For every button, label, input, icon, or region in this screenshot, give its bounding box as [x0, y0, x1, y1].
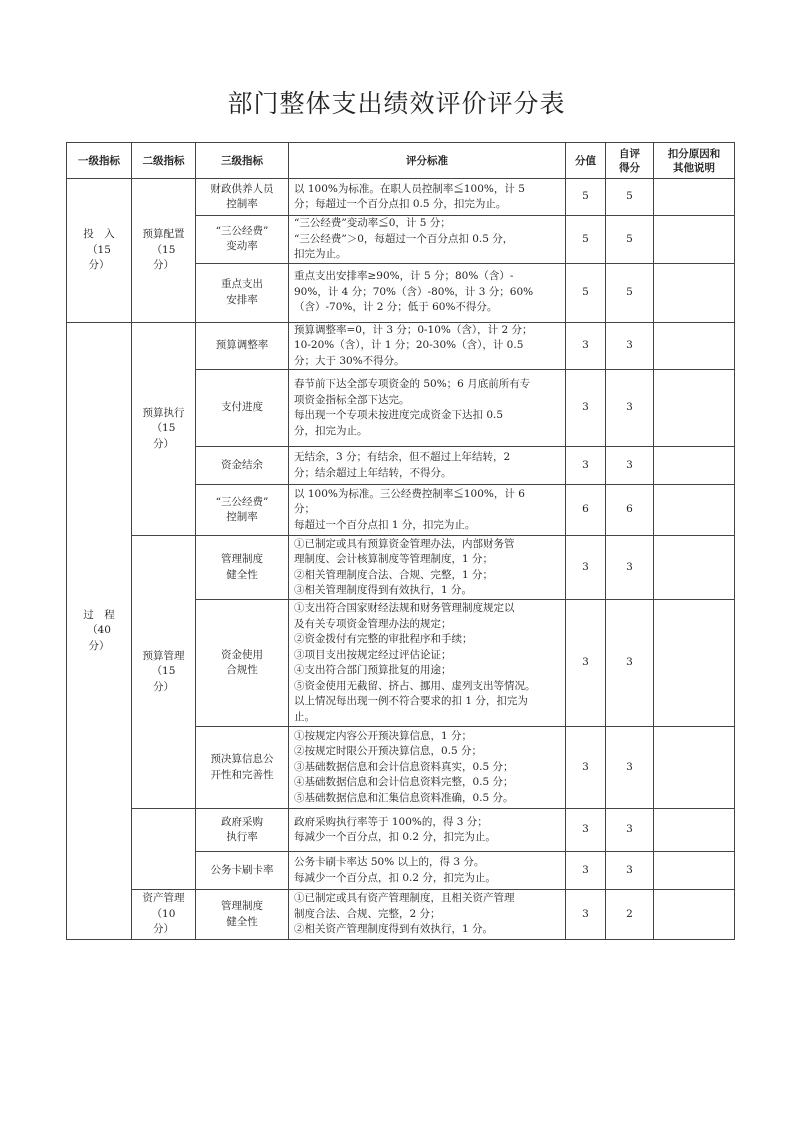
score-cell: 3	[566, 322, 606, 370]
self-score-cell: 5	[606, 216, 654, 264]
note-cell	[654, 216, 735, 264]
standard-cell: 政府采购执行率等于 100%的，得 3 分； 每减少一个百分点，扣 0.2 分，扣完为止。	[289, 809, 566, 852]
table-row	[67, 179, 735, 216]
score-cell: 3	[566, 536, 606, 600]
level2-cell: 资产管理 （10 分）	[132, 890, 196, 940]
self-score-cell: 3	[606, 370, 654, 447]
self-score-cell: 3	[606, 852, 654, 890]
level3-cell: 资金使用 合规性	[196, 600, 289, 727]
note-cell	[654, 485, 735, 536]
standard-cell: 以 100%为标准。三公经费控制率≦100%，计 6 分； 每超过一个百分点扣 1 分，扣完为止。	[289, 485, 566, 536]
self-score-cell: 3	[606, 727, 654, 809]
score-cell: 3	[566, 447, 606, 485]
standard-cell: 无结余，3 分；有结余，但不超过上年结转，2 分；结余超过上年结转，不得分。	[289, 447, 566, 485]
score-cell: 3	[566, 600, 606, 727]
level3-cell: 管理制度 健全性	[196, 890, 289, 940]
level3-cell: “三公经费” 变动率	[196, 216, 289, 264]
self-score-cell: 3	[606, 600, 654, 727]
level3-cell: 财政供养人员 控制率	[196, 179, 289, 216]
level3-cell: 支付进度	[196, 370, 289, 447]
standard-cell: “三公经费”变动率≦0，计 5 分； “三公经费”＞0，每超过一个百分点扣 0.5 分， 扣完为止。	[289, 216, 566, 264]
self-score-cell: 6	[606, 485, 654, 536]
header-level2: 二级指标	[132, 143, 196, 179]
header-level1: 一级指标	[67, 143, 132, 179]
header-level3: 三级指标	[196, 143, 289, 179]
score-cell: 3	[566, 727, 606, 809]
level1-cell: 过 程 （40 分）	[67, 322, 132, 940]
score-cell: 3	[566, 809, 606, 852]
self-score-cell: 3	[606, 536, 654, 600]
header-self-score: 自评 得分	[606, 143, 654, 179]
header-standard: 评分标准	[289, 143, 566, 179]
level3-cell: 重点支出 安排率	[196, 263, 289, 322]
page-title: 部门整体支出绩效评价评分表	[227, 89, 566, 118]
header-score: 分值	[566, 143, 606, 179]
level3-cell: 预算调整率	[196, 322, 289, 370]
note-cell	[654, 600, 735, 727]
score-cell: 5	[566, 263, 606, 322]
header-row	[67, 143, 735, 179]
level3-cell: 政府采购 执行率	[196, 809, 289, 852]
score-cell: 3	[566, 370, 606, 447]
standard-cell: 以 100%为标准。在职人员控制率≦100%，计 5 分；每超过一个百分点扣 0.5 分，扣完为止。	[289, 179, 566, 216]
standard-cell: 预算调整率=0，计 3 分；0-10%（含），计 2 分； 10-20%（含），计 1 分；20-30%（含），计 0.5 分；大于 30%不得分。	[289, 322, 566, 370]
score-cell: 3	[566, 852, 606, 890]
level2-cell: 预算管理 （15 分）	[132, 536, 196, 809]
score-cell: 5	[566, 216, 606, 264]
level3-cell: 管理制度 健全性	[196, 536, 289, 600]
note-cell	[654, 852, 735, 890]
note-cell	[654, 370, 735, 447]
evaluation-table	[66, 142, 735, 940]
self-score-cell: 3	[606, 447, 654, 485]
self-score-cell: 5	[606, 179, 654, 216]
level1-cell: 投 入 （15 分）	[67, 179, 132, 323]
note-cell	[654, 322, 735, 370]
level2-cell: 预算执行 （15 分）	[132, 322, 196, 536]
note-cell	[654, 809, 735, 852]
self-score-cell: 3	[606, 322, 654, 370]
table-row	[67, 890, 735, 940]
standard-cell: ①已制定或具有预算资金管理办法，内部财务管 理制度、会计核算制度等管理制度，1 分； ②相关管理制度合法、合规、完整，1 分； ③相关管理制度得到有效执行，1 分。	[289, 536, 566, 600]
standard-cell: ①按规定内容公开预决算信息，1 分； ②按规定时限公开预决算信息，0.5 分； ③基础数据信息和会计信息资料真实，0.5 分； ④基础数据信息和会计信息资料完整，0.5 分； ⑤基础数据信息和汇集信息资料准确，0.5 分。	[289, 727, 566, 809]
table-row	[67, 536, 735, 600]
standard-cell: 春节前下达全部专项资金的 50%；6 月底前所有专 项资金指标全部下达完。 每出现一个专项未按进度完成资金下达扣 0.5 分，扣完为止。	[289, 370, 566, 447]
self-score-cell: 5	[606, 263, 654, 322]
note-cell	[654, 536, 735, 600]
note-cell	[654, 890, 735, 940]
level2-cell	[132, 809, 196, 890]
note-cell	[654, 179, 735, 216]
level2-cell: 预算配置 （15 分）	[132, 179, 196, 323]
standard-cell: 重点支出安排率≥90%，计 5 分；80%（含）- 90%，计 4 分；70%（含）-80%，计 3 分；60% （含）-70%，计 2 分；低于 60%不得分。	[289, 263, 566, 322]
score-cell: 3	[566, 890, 606, 940]
note-cell	[654, 447, 735, 485]
standard-cell: ①支出符合国家财经法规和财务管理制度规定以 及有关专项资金管理办法的规定； ②资金拨付有完整的审批程序和手续； ③项目支出按规定经过评估论证； ④支出符合部门预算批复的用途； ⑤资金使用无截留、挤占、挪用、虚列支出等情况。 以上情况每出现一例不符合要求的扣 1 分，扣完为 止。	[289, 600, 566, 727]
score-cell: 5	[566, 179, 606, 216]
score-cell: 6	[566, 485, 606, 536]
note-cell	[654, 263, 735, 322]
table-row	[67, 809, 735, 852]
standard-cell: 公务卡刷卡率达 50% 以上的，得 3 分。 每减少一个百分点，扣 0.2 分，扣完为止。	[289, 852, 566, 890]
header-note: 扣分原因和 其他说明	[654, 143, 735, 179]
table-row	[67, 322, 735, 370]
level3-cell: “三公经费” 控制率	[196, 485, 289, 536]
level3-cell: 公务卡刷卡率	[196, 852, 289, 890]
level3-cell: 预决算信息公 开性和完善性	[196, 727, 289, 809]
level3-cell: 资金结余	[196, 447, 289, 485]
self-score-cell: 3	[606, 809, 654, 852]
standard-cell: ①已制定或具有资产管理制度，且相关资产管理 制度合法、合规、完整，2 分； ②相关资产管理制度得到有效执行，1 分。	[289, 890, 566, 940]
self-score-cell: 2	[606, 890, 654, 940]
note-cell	[654, 727, 735, 809]
